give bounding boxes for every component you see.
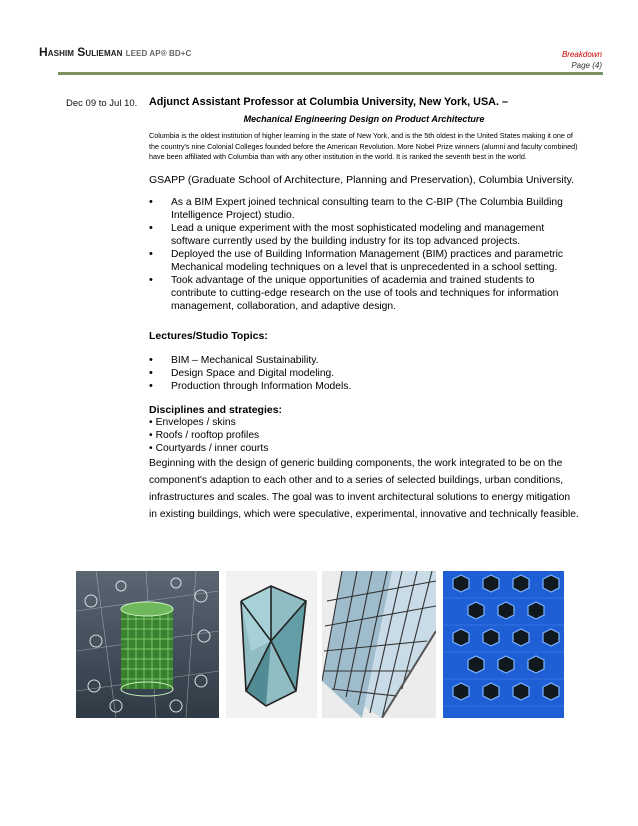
discipline-label: Courtyards / inner courts — [155, 442, 269, 454]
gsapp-line: GSAPP (Graduate School of Architecture, Planning and Preservation), Columbia University. — [149, 173, 575, 186]
name-first-rest: ASHIM — [47, 49, 75, 58]
discipline-label: Roofs / rooftop profiles — [155, 429, 260, 441]
tower-render-image — [76, 571, 219, 718]
facade-grid-image — [322, 571, 436, 718]
glass-structure-image — [226, 571, 317, 718]
list-item — [149, 416, 579, 429]
author-name — [39, 45, 191, 59]
bullet-glyph: • — [149, 429, 153, 441]
list-item: • Design Space and Digital modeling. — [149, 367, 579, 380]
header-rule — [58, 72, 603, 75]
list-item — [149, 429, 579, 442]
name-last-rest: ULIEMAN — [85, 49, 123, 58]
list-item: • Production through Information Models. — [149, 380, 579, 393]
section-label: Breakdown — [561, 50, 602, 59]
disciplines-heading: Disciplines and strategies: — [149, 403, 283, 416]
closing-paragraph: Beginning with the design of generic building components, the work integrated to be on the component's adaption to each other and to a series of selected buildings, urban conditions, infrastructures and scales. The goal was to invent architectural solutions to energy mitigation in existing buildings, which were speculative, experimental, innovative and technically feasible. — [149, 457, 579, 520]
entry-content — [149, 96, 579, 523]
list-item: • Lead a unique experiment with the most sophisticated modeling and management software currently used by the building industry for its top advanced projects. — [149, 222, 579, 248]
entry-dates: Dec 09 to Jul 10. — [66, 98, 138, 109]
lectures-list — [149, 354, 579, 393]
lectures-heading: Lectures/Studio Topics: — [149, 329, 268, 342]
job-title: Adjunct Assistant Professor at Columbia University, New York, USA. – — [149, 96, 508, 108]
page-header-right — [562, 49, 602, 71]
list-item: • BIM – Mechanical Sustainability. — [149, 354, 579, 367]
hexagon-pattern-image — [443, 571, 564, 718]
bullet-glyph: • — [149, 416, 153, 428]
intro-paragraph: Columbia is the oldest institution of higher learning in the state of New York, and is the 5th oldest in the United States making it one of the country's nine Colonial Colleges founded before the American Revolution. More Nobel Prize winners (alumni and faculty combined) have been affiliated with Columbia than with any other institution in the world. It is ranked the seventh best in the world. — [149, 131, 578, 161]
credentials: LEED AP® BD+C — [125, 49, 192, 58]
discipline-label: Envelopes / skins — [155, 416, 236, 428]
name-last-initial: S — [77, 45, 86, 59]
name-first-initial: H — [39, 45, 48, 59]
job-subtitle: Mechanical Engineering Design on Product Architecture — [243, 114, 485, 124]
list-item: • As a BIM Expert joined technical consulting team to the C-BIP (The Columbia Building Intelligence Project) studio. — [149, 196, 579, 222]
page-number: Page (4) — [571, 61, 602, 70]
list-item — [149, 442, 579, 455]
responsibility-list — [149, 196, 579, 313]
list-item: • Took advantage of the unique opportunities of academia and trained students to contribute to cutting-edge research on the use of tools and techniques for information management, collaboration, and adaptive design. — [149, 274, 579, 313]
bullet-glyph: • — [149, 442, 153, 454]
list-item: • Deployed the use of Building Information Management (BIM) practices and parametric Mechanical modeling techniques on a level that is unprecedented in a school setting. — [149, 248, 579, 274]
